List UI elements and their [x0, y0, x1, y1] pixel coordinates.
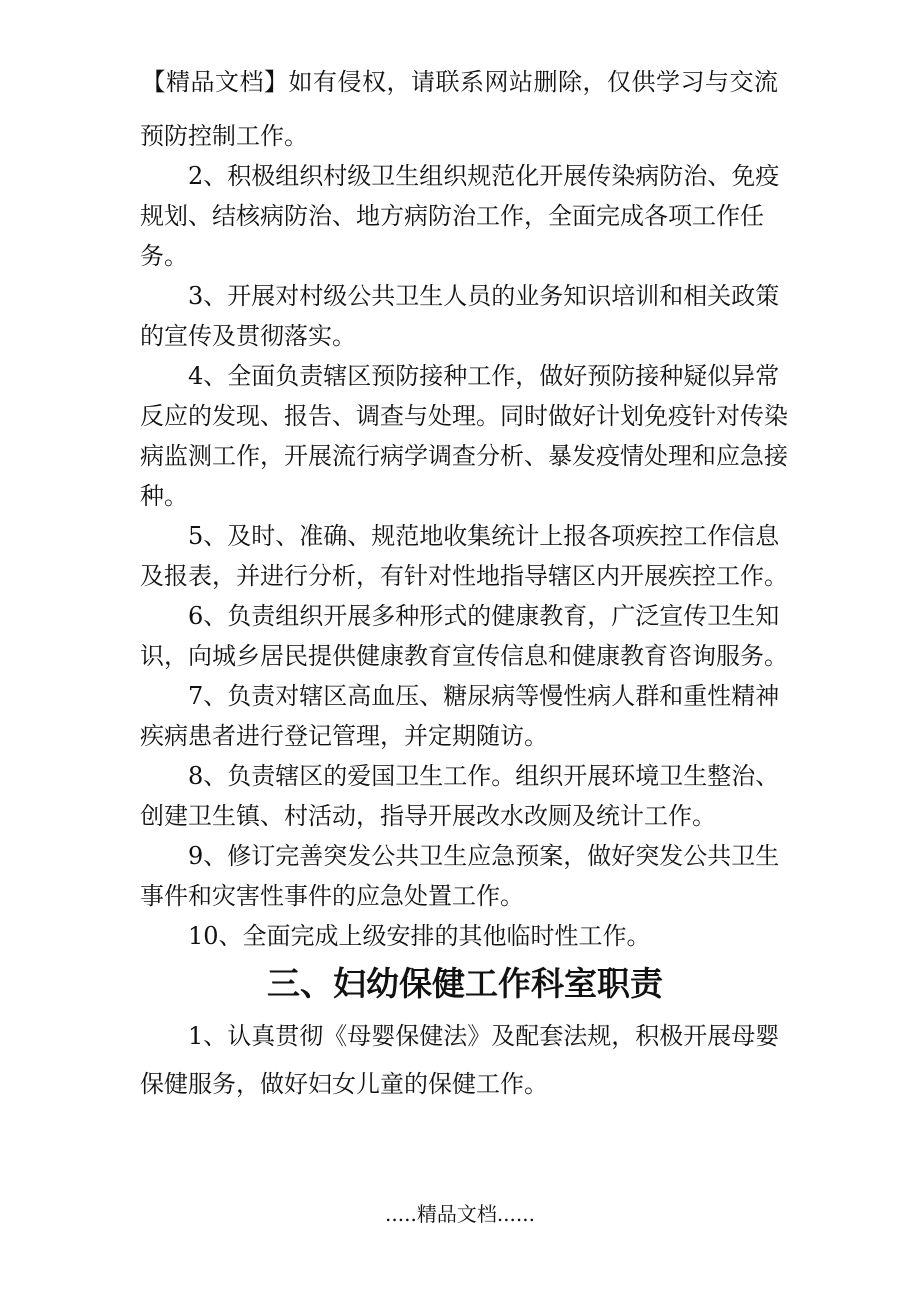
paragraph-item-10: 10、全面完成上级安排的其他临时性工作。 [188, 922, 651, 950]
paragraph-continuation: 预防控制工作。 [140, 122, 308, 150]
paragraph-item-5: 5、及时、准确、规范地收集统计上报各项疾控工作信息及报表，并进行分析，有针对性地指导辖区内开展疾控工作。 [140, 522, 788, 590]
watermark-header: 【精品文档】如有侵权，请联系网站删除，仅供学习与交流 [141, 68, 779, 96]
watermark-footer: .....精品文档...... [385, 1202, 535, 1226]
paragraph-item-2: 2、积极组织村级卫生组织规范化开展传染病防治、免疫规划、结核病防治、地方病防治工作，全面完成各项工作任务。 [140, 162, 780, 270]
document-body [140, 116, 790, 1108]
paragraph-item-8: 8、负责辖区的爱国卫生工作。组织开展环境卫生整治、创建卫生镇、村活动，指导开展改水改厕及统计工作。 [140, 762, 780, 830]
paragraph-item-7: 7、负责对辖区高血压、糖尿病等慢性病人群和重性精神疾病患者进行登记管理，并定期随访。 [140, 682, 780, 750]
section-paragraph-item-1: 1、认真贯彻《母婴保健法》及配套法规，积极开展母婴保健服务，做好妇女儿童的保健工作。 [140, 1022, 780, 1098]
paragraph-item-9: 9、修订完善突发公共卫生应急预案，做好突发公共卫生事件和灾害性事件的应急处置工作。 [140, 842, 780, 910]
paragraph-item-4: 4、全面负责辖区预防接种工作，做好预防接种疑似异常反应的发现、报告、调查与处理。同时做好计划免疫针对传染病监测工作，开展流行病学调查分析、暴发疫情处理和应急接种。 [140, 362, 788, 510]
paragraph-item-3: 3、开展对村级公共卫生人员的业务知识培训和相关政策的宣传及贯彻落实。 [140, 282, 780, 350]
paragraph-item-6: 6、负责组织开展多种形式的健康教育，广泛宣传卫生知识，向城乡居民提供健康教育宣传信息和健康教育咨询服务。 [140, 602, 788, 670]
section-heading: 三、妇幼保健工作科室职责 [267, 964, 663, 1003]
